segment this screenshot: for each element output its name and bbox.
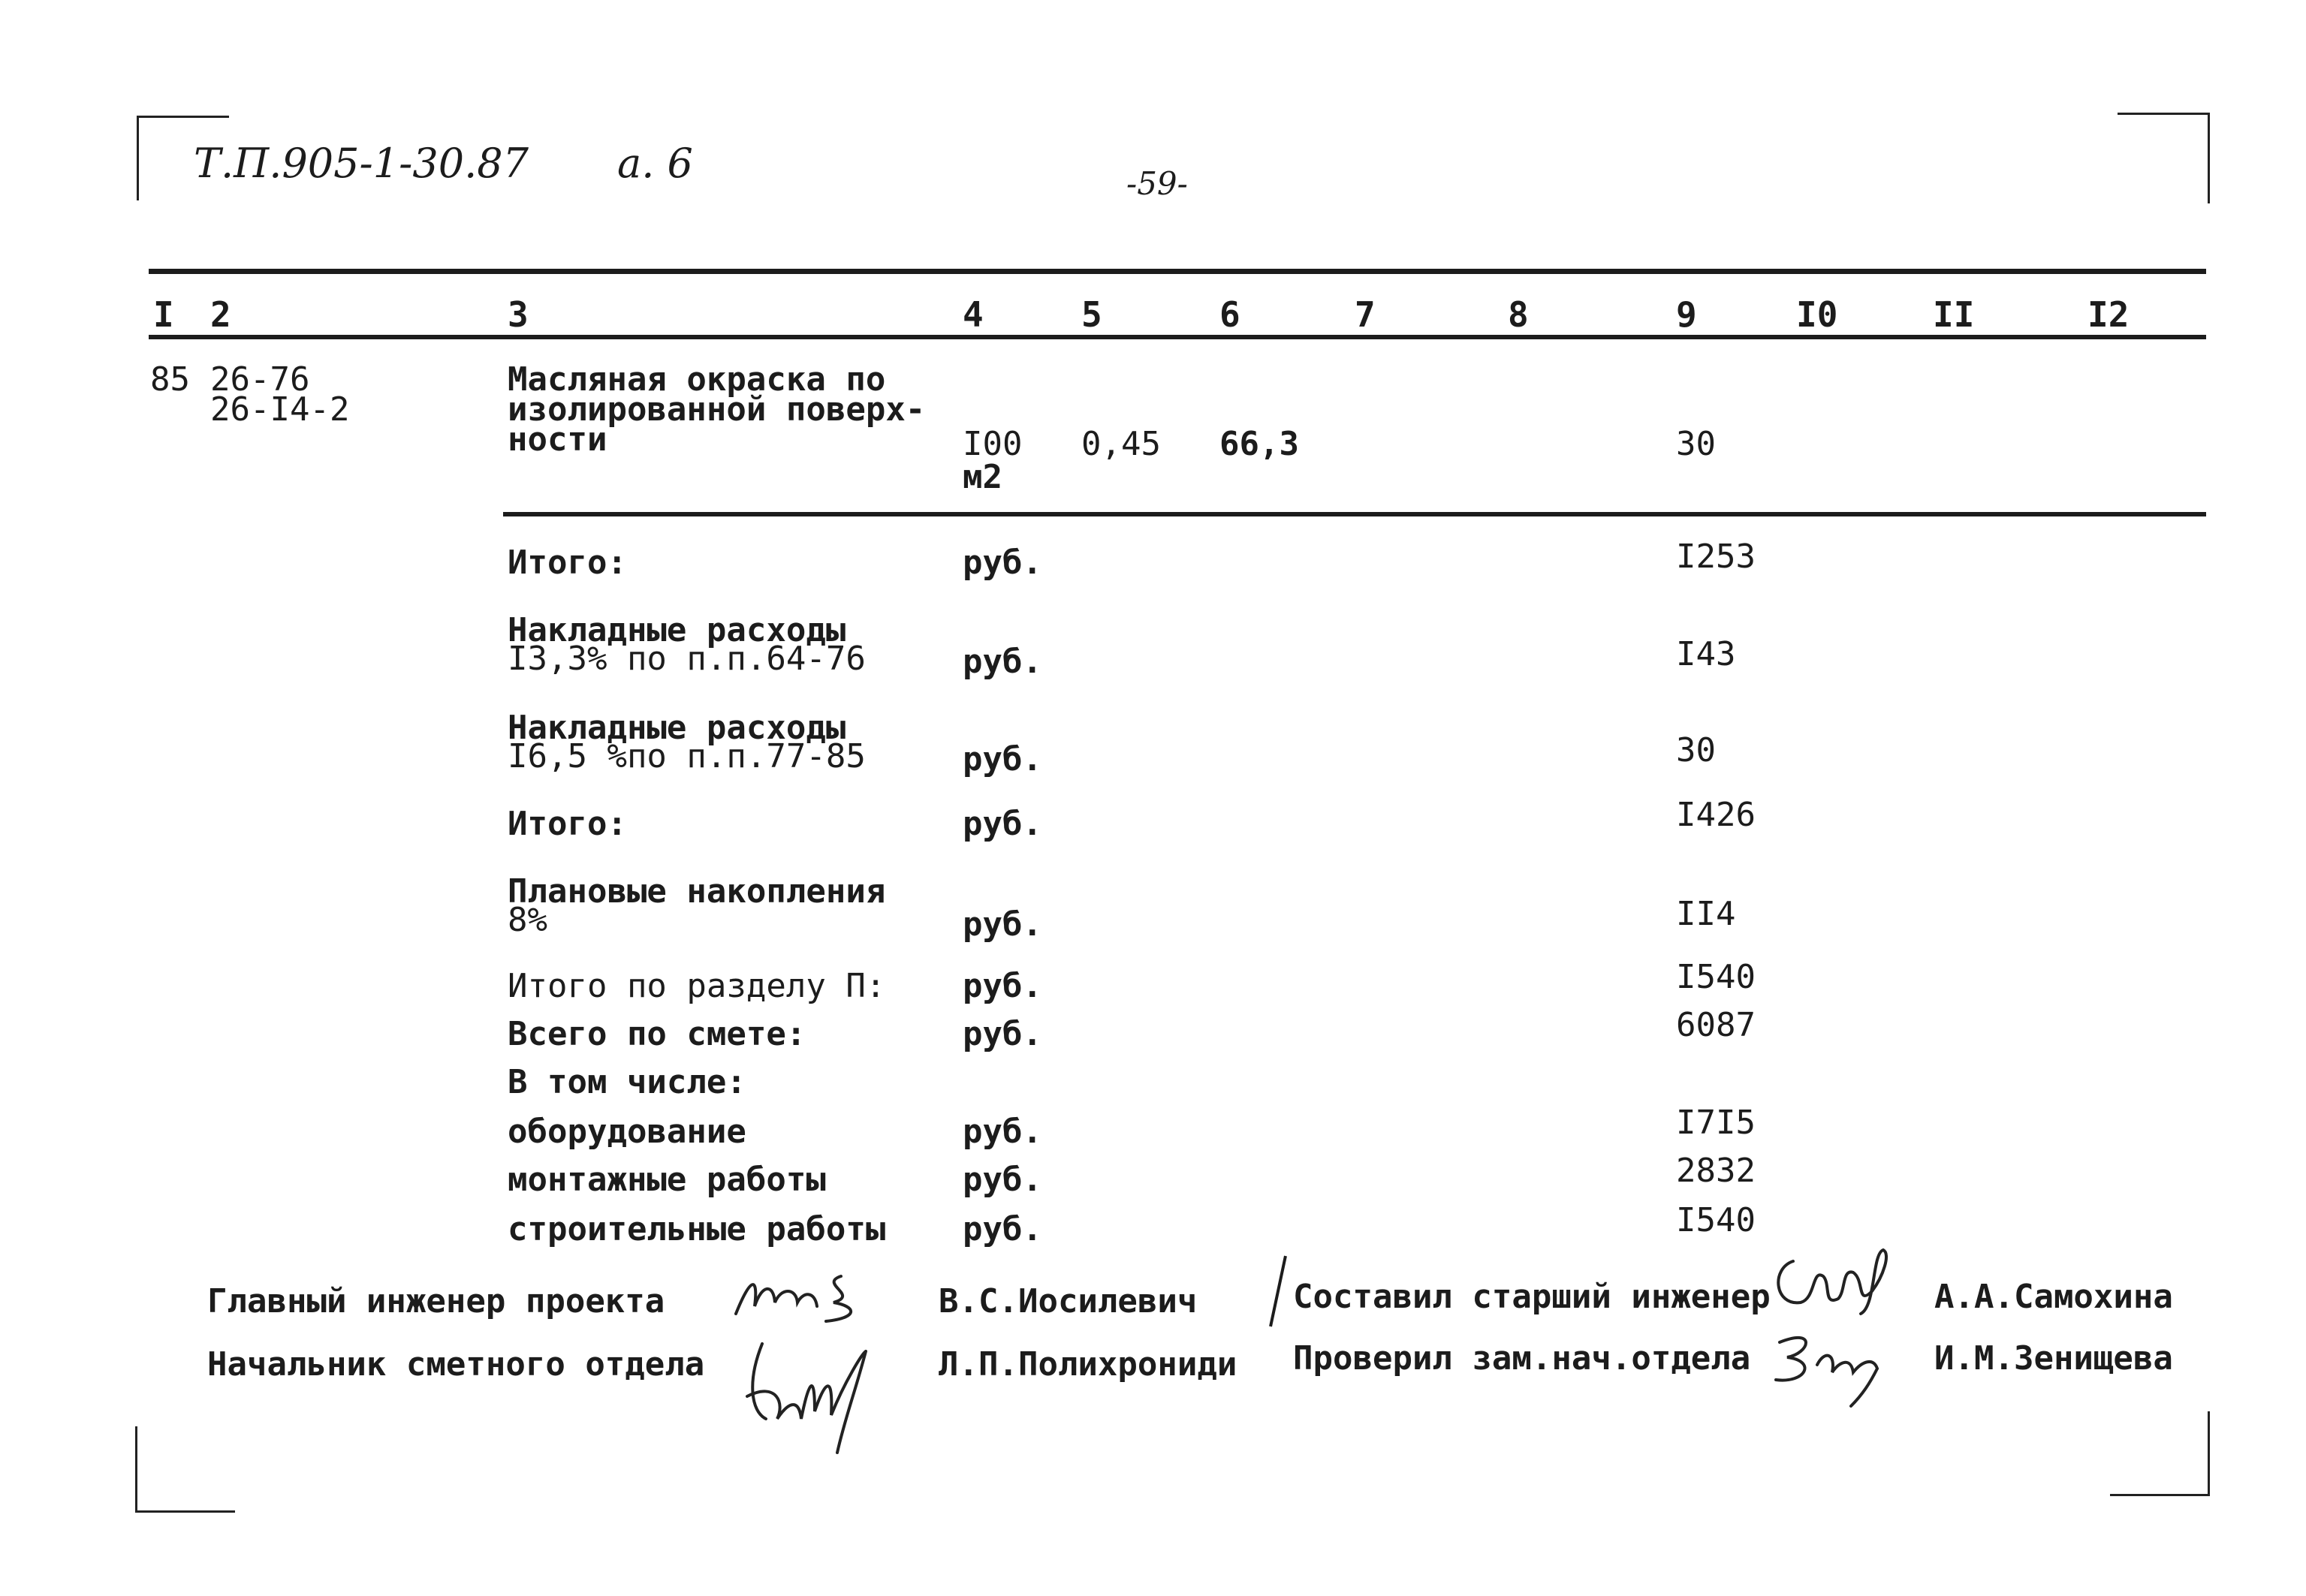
item-number: 85 [150,360,190,399]
summary-value: I253 [1676,538,1756,576]
summary-label: В том числе: [508,1063,746,1101]
summary-unit: руб. [963,1161,1042,1199]
chief-engineer-name: В.С.Иосилевич [939,1282,1198,1320]
item-code-ref: 26-I4-2 [210,390,350,429]
corner-top-right [2118,113,2210,203]
summary-label: Накладные расходы [508,611,846,649]
composer-title: Составил старший инженер [1293,1278,1771,1316]
header-bottom-rule [149,335,2206,339]
summary-value: I43 [1676,635,1736,673]
estimate-head-name: Л.П.Полихрониди [939,1345,1237,1384]
item-unit: I00 [963,425,1023,463]
item-total: 30 [1676,425,1716,463]
checker-name: И.М.Зенищева [1934,1339,2173,1378]
item-code: 26-76 [210,360,310,399]
summary-value: I426 [1676,796,1756,834]
summary-label: оборудование [508,1113,746,1151]
checker-title: Проверил зам.нач.отдела [1293,1339,1751,1378]
page-number: -59- [1126,165,1188,202]
summary-label-detail: I6,5 %по п.п.77-85 [508,737,866,775]
col-header-11: II [1933,294,1975,335]
col-header-2: 2 [210,294,231,335]
estimate-head-title: Начальник сметного отдела [207,1345,705,1384]
summary-label: Плановые накопления [508,872,886,911]
summary-value: I540 [1676,1201,1756,1239]
col-header-8: 8 [1508,294,1529,335]
summary-unit: руб. [963,1015,1042,1053]
estimate-head-signature [732,1321,890,1456]
summary-label-detail: I3,3% по п.п.64-76 [508,640,866,678]
signature-divider [1269,1256,1287,1327]
item-description-line2: изолированной поверх- [508,390,926,429]
col-header-3: 3 [508,294,529,335]
composer-signature [1771,1239,1906,1321]
col-header-7: 7 [1355,294,1376,335]
col-header-6: 6 [1219,294,1240,335]
summary-value: I7I5 [1676,1104,1756,1142]
composer-name: А.А.Самохина [1934,1278,2173,1316]
chief-engineer-title: Главный инженер проекта [207,1282,665,1320]
item-description: Масляная окраска по [508,360,886,399]
item-bottom-rule [503,512,2206,516]
checker-signature [1765,1320,1900,1410]
item-unit-measure: м2 [963,458,1002,496]
summary-label: Итого по разделу П: [508,967,886,1005]
summary-value: 30 [1676,731,1716,769]
corner-bottom-left [135,1426,235,1513]
col-header-1: I [153,294,174,335]
col-header-4: 4 [963,294,984,335]
summary-unit: руб. [963,643,1042,681]
summary-unit: руб. [963,967,1042,1005]
album-label: а. 6 [617,140,693,187]
corner-bottom-right [2110,1411,2210,1496]
col-header-5: 5 [1081,294,1102,335]
summary-label: строительные работы [508,1210,886,1248]
summary-label: Всего по смете: [508,1015,806,1053]
summary-unit: руб. [963,544,1042,582]
summary-label-detail: 8% [508,901,547,939]
summary-value: II4 [1676,895,1736,933]
table-top-rule [149,269,2206,274]
summary-label: монтажные работы [508,1161,826,1199]
summary-value: 6087 [1676,1006,1756,1044]
col-header-10: I0 [1796,294,1838,335]
summary-unit: руб. [963,1210,1042,1248]
item-price: 66,3 [1219,425,1299,463]
col-header-9: 9 [1676,294,1697,335]
summary-value: 2832 [1676,1152,1756,1190]
summary-unit: руб. [963,740,1042,778]
summary-label: Итого: [508,544,627,582]
summary-label: Накладные расходы [508,709,846,747]
chief-engineer-signature [728,1261,886,1329]
doc-code: Т.П.905-1-30.87 [194,140,529,187]
summary-label: Итого: [508,805,627,843]
item-description-line3: ности [508,420,607,459]
summary-unit: руб. [963,905,1042,944]
col-header-12: I2 [2087,294,2130,335]
summary-unit: руб. [963,805,1042,843]
summary-value: I540 [1676,958,1756,996]
summary-unit: руб. [963,1113,1042,1151]
item-quantity: 0,45 [1081,425,1161,463]
